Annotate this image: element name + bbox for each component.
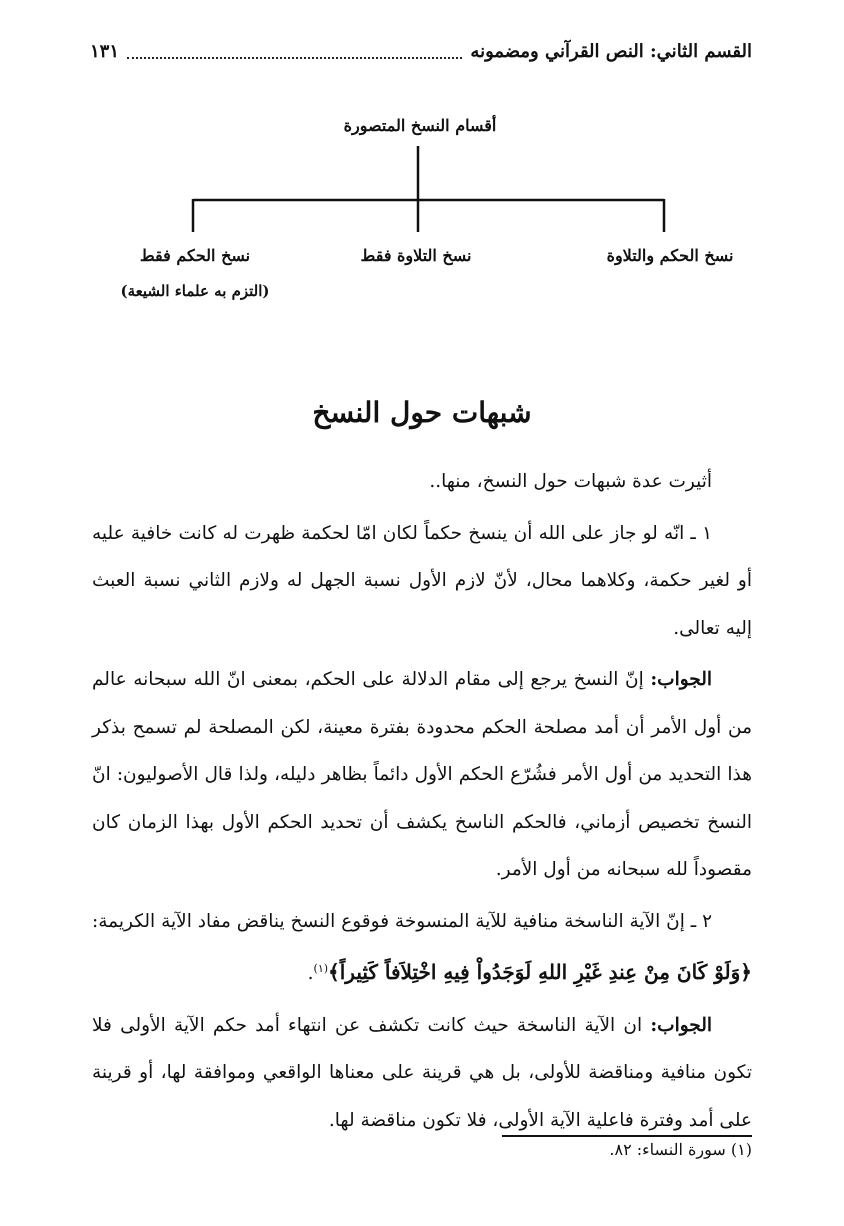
- objection-2-paragraph: ٢ ـ إنّ الآية الناسخة منافية للآية المنسوخة فوقوع النسخ يناقض مفاد الآية الكريمة: ﴿وَلَوْ كَانَ مِنْ عِندِ غَيْرِ اللهِ لَوَجَدُواْ فِيهِ اخْتِلاَفاً كَثِيراً﴾$^{(١)}$.: [92, 910, 752, 985]
- quran-verse: ﴿وَلَوْ كَانَ مِنْ عِندِ غَيْرِ اللهِ لَوَجَدُواْ فِيهِ اخْتِلاَفاً كَثِيراً﴾: [328, 960, 752, 985]
- running-header: [90, 34, 752, 68]
- answer-2-paragraph: [92, 1002, 752, 1145]
- diagram-root-label: أقسام النسخ المتصورة: [343, 116, 497, 135]
- body-text: [92, 458, 752, 1148]
- diagram-branch-note: (التزم به علماء الشيعة): [120, 282, 270, 300]
- answer-1-paragraph: [92, 656, 752, 894]
- header-title: القسم الثاني: النص القرآني ومضمونه: [470, 40, 752, 62]
- header-dot-leader: [127, 43, 462, 59]
- diagram-branch-ruling-and-recitation: نسخ الحكم والتلاوة: [606, 246, 734, 265]
- answer-2-label: الجواب:: [650, 1014, 712, 1036]
- intro-paragraph: أثيرت عدة شبهات حول النسخ، منها..: [429, 471, 712, 492]
- footnote: (١) سورة النساء: ٨٢.: [609, 1140, 752, 1159]
- footnote-reference: (١): [313, 962, 329, 975]
- page-number: ١٣١: [90, 40, 120, 62]
- section-title: شبهات حول النسخ: [312, 396, 532, 429]
- objection-1-paragraph: ١ ـ انّه لو جاز على الله أن ينسخ حكماً لكان امّا لحكمة ظهرت له كانت خافية عليه أو لغير حكمة، وكلاهما محال، لأنّ لازم الأول نسبة الجهل له ولازم الثاني نسبة العبث إليه تعالى.: [92, 522, 752, 639]
- answer-2-text: ان الآية الناسخة حيث كانت تكشف عن انتهاء أمد حكم الآية الأولى فلا تكون منافية ومناقضة للأولى، بل هي قرينة على معناها الواقعي وموافقة لها، أو قرينة على أمد وفترة فاعلية الآية الأولى، فلا تكون مناقضة لها.: [92, 1014, 752, 1131]
- diagram-branch-recitation-only: نسخ التلاوة فقط: [360, 246, 472, 265]
- objection-2-text: ٢ ـ إنّ الآية الناسخة منافية للآية المنسوخة فوقوع النسخ يناقض مفاد الآية الكريمة:: [92, 910, 712, 932]
- footnote-separator: [502, 1135, 752, 1137]
- diagram-branch-ruling-only: نسخ الحكم فقط: [139, 246, 251, 265]
- answer-1-label: الجواب:: [650, 669, 712, 690]
- abrogation-types-diagram: [0, 100, 844, 330]
- answer-1-text: إنّ النسخ يرجع إلى مقام الدلالة على الحكم، بمعنى انّ الله سبحانه عالم من أول الأمر أن أمد مصلحة الحكم محدودة بفترة معينة، لكن المصلحة لم تسمح بذكر هذا التحديد من أول الأمر فشُرّع الحكم الأول دائماً بظاهر دليله، ولذا قال الأصوليون: انّ النسخ تخصيص أزماني، فالحكم الناسخ يكشف أن تحديد الحكم الأول بهذا الزمان كان مقصوداً لله سبحانه من أول الأمر.: [92, 669, 752, 880]
